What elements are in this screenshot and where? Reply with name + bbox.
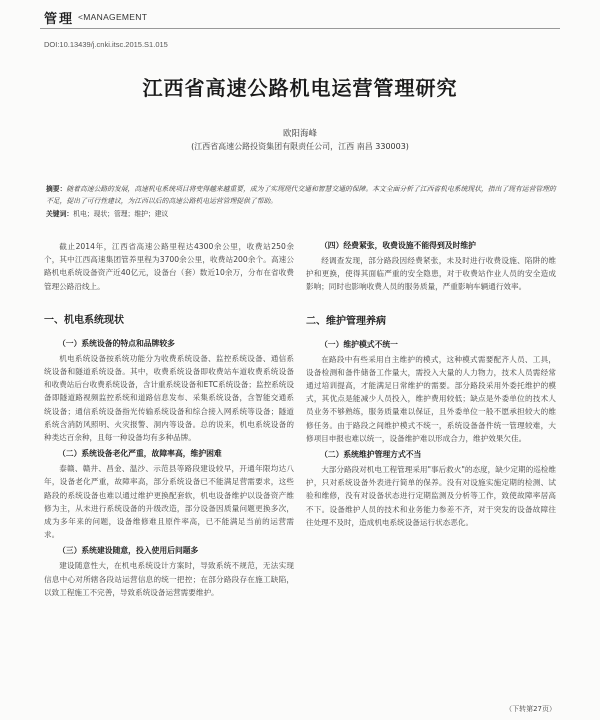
continuation-note: （下转第27页） xyxy=(505,705,556,713)
section-heading: 一、机电系统现状 xyxy=(44,314,124,326)
keywords xyxy=(46,208,558,218)
abstract-text: 随着高速公路的发展，高速机电系统项目将变得越来越重要，成为了实现现代交通和智慧交通的保障。本文全面分析了江西省机电系统现状，指出了现有运营管理的不足，提出了可行性建议，为江西以后的高速公路机电运营管理提供了帮助。 xyxy=(46,185,556,205)
paper-title: 江西省高速公路机电运营管理研究 xyxy=(142,76,458,100)
body-paragraph: 建设随意性大，在机电系统设计方案时，导致系统不规范，无法实现信息中心对所辖各段站运营信息的统一把控；在部分路段存在施工缺陷，以致工程施工不完善，导致系统设备运营需要维护。 xyxy=(44,561,294,597)
subsection-heading: （四）经费紧张，收费设施不能得到及时维护 xyxy=(320,241,476,250)
keywords-text: 机电；现状；管理；维护；建议 xyxy=(73,210,169,218)
keywords-label: 关键词： xyxy=(46,210,74,218)
body-paragraph: 泰赣、赣井、昌金、温沙、示范县等路段建设较早，开通年限均达八年，设备老化严重，故障率高，部分系统设备已不能满足营需要求，这些路段的系统设备也难以通过维护更换配套软，机电设备维护以设备资产维修为主，从未进行系统设备的升级改造，部分设备因质量问题更换多次，成为多年来的问题，设备维修难且原件率高，已不能满足当前的运营需求。 xyxy=(44,464,294,540)
body-paragraph: 大部分路段对机电工程管理采用"事后救火"的态度，缺少定期的巡检维护，只对系统设备外表进行简单的保养。没有对设施实施定期的检测、试验和维修，没有对设备状态进行定期监测及分析等工作，致使故障率居高不下。设备维护人员的技术和业务能力参差不齐，对于突发的设备故障往往处理不及时，造成机电系统设备运行状态恶化。 xyxy=(306,465,556,527)
body-paragraph: 经调查发现，部分路段因经费紧张，未及时进行收费设施、陷阱的维护和更换，使得其面临严重的安全隐患，对于收费站作业人员的安全造成影响；同时也影响收费人员的服务质量，严重影响车辆通行效率。 xyxy=(306,256,556,292)
abstract xyxy=(46,183,558,207)
author: 欧阳海峰 xyxy=(282,129,317,139)
journal-header xyxy=(0,0,600,30)
section-heading: 二、维护管理养病 xyxy=(306,315,386,327)
intro-paragraph: 截止2014年，江西省高速公路里程达4300余公里，收费站250余个，其中江西高速集团管养里程为3700余公里，收费站200余个。高速公路机电系统设备资产近40亿元，设备台（套）数近10余万，分布在省收费管理公路沿线上。 xyxy=(44,242,294,291)
section-label-en: <MANAGEMENT xyxy=(78,12,148,22)
left-column xyxy=(44,240,294,599)
section-tab xyxy=(44,8,147,26)
right-column xyxy=(306,240,556,529)
abstract-label: 摘要： xyxy=(46,185,67,193)
body-paragraph: 机电系统设备按系统功能分为收费系统设备、监控系统设备、通信系统设备和隧道系统设备。其中，收费系统设备即收费站车道收费系统设备和收费站后台收费系统设备，含计重系统设备和ETC系统设备；监控系统设备即隧道路视频监控系统和道路信息发布、采集系统设备，含智能交通系统设备；通信系统设备指光传输系统设备和综合接入网系统等设备；隧道系统含消防风照明、火灾报警、洞内等设备。总的说来，机电系统设备的种类达百余种，且每一种设备均有多种品牌。 xyxy=(44,353,294,443)
subsection-heading: （二）系统维护管理方式不当 xyxy=(320,450,422,460)
subsection-heading: （一）维护模式不统一 xyxy=(320,339,398,349)
body-paragraph: 在路段中有些采用自主维护的模式，这种模式需要配齐人员、工具，设备检测和备件储备工作量大，需投入大量的人力物力，技术人员需经常通过培训提高，才能满足日常维护的需要。部分路段采用外委托维护的模式，其优点是能减少人员投入，维护费用较低；缺点是外委单位的技术人员业务不够熟练，服务质量难以保证，且外委单位一般不愿承担较大的维修任务。由于路段之间维护模式不统一，系统设备备件统一管理较难，大修项目申报也难以统一，设备维护难以形成合力，维护效果欠佳。 xyxy=(306,354,556,443)
affiliation: (江西省高速公路投资集团有限责任公司，江西 南昌 330003) xyxy=(191,142,409,151)
doi: DOI:10.13439/j.cnki.itsc.2015.S1.015 xyxy=(44,40,168,49)
subsection-heading: （一）系统设备的特点和品牌较多 xyxy=(58,338,175,348)
subsection-heading: （二）系统设备老化严重，故障率高，维护困难 xyxy=(58,449,222,459)
header-divider xyxy=(40,28,560,29)
subsection-heading: （三）系统建设随意，投入使用后问题多 xyxy=(58,546,199,556)
section-label: 管理 xyxy=(44,11,75,27)
